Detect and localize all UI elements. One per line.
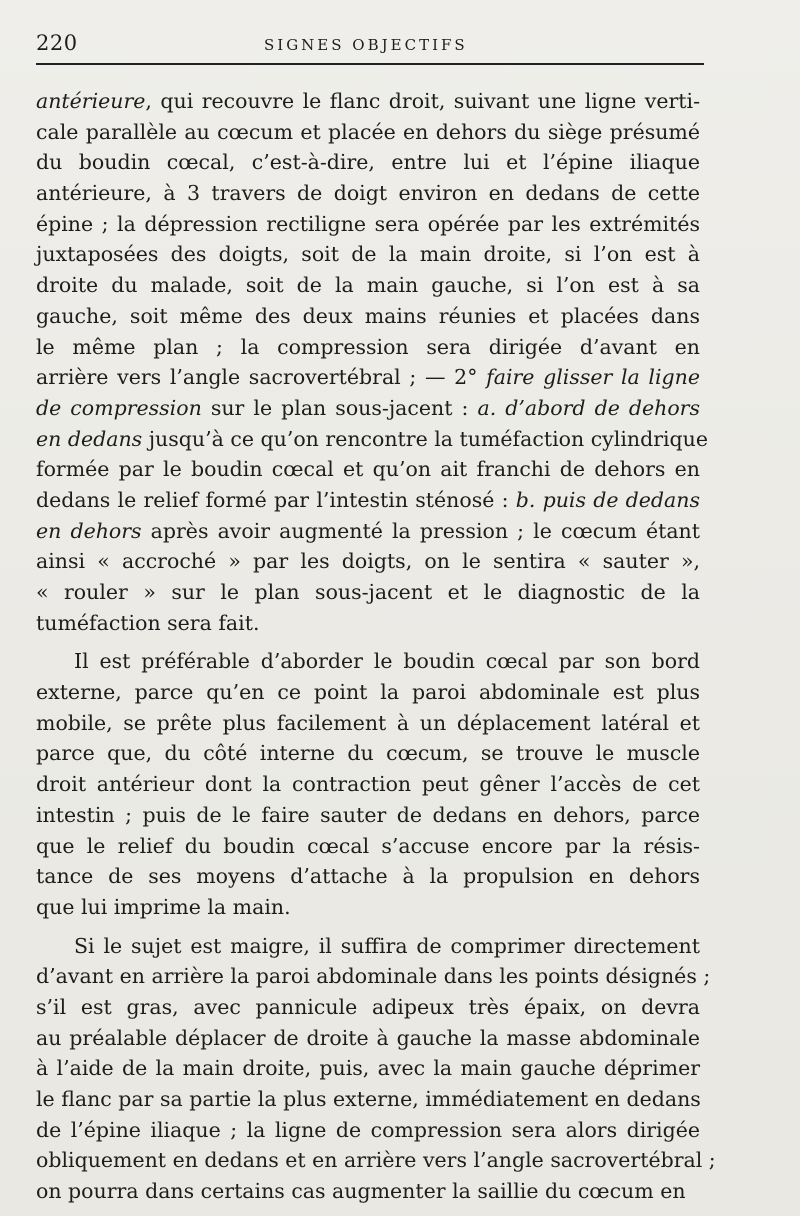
text-line <box>36 931 700 962</box>
text-line <box>36 1115 700 1146</box>
text-line <box>36 831 700 862</box>
text-segment: obliquement en dedans et en arrière vers l’angle sacrovertébral ; <box>36 1148 716 1173</box>
text-segment: cale parallèle au cœcum et placée en dehors du siège présumé <box>36 119 700 144</box>
text-line <box>36 800 700 831</box>
text-line <box>36 577 700 608</box>
text-line <box>36 86 700 117</box>
text-line <box>36 1053 700 1084</box>
paragraph <box>36 646 700 922</box>
page-number: 220 <box>36 31 78 55</box>
text-line <box>36 738 700 769</box>
text-segment: sur le plan sous-jacent : <box>201 395 478 420</box>
text-line <box>36 992 700 1023</box>
text-line <box>36 424 709 455</box>
text-line <box>36 646 700 677</box>
text-line <box>36 608 700 639</box>
text-segment: du boudin cœcal, c’est-à-dire, entre lui et l’épine iliaque <box>36 150 700 175</box>
text-segment: ainsi « accroché » par les doigts, on le sentira « sauter », <box>36 549 700 574</box>
text-segment: que lui imprime la main. <box>36 894 291 919</box>
text-line <box>36 892 700 923</box>
italic-segment: en dehors <box>36 518 142 543</box>
text-segment: épine ; la dépression rectiligne sera opérée par les extrémités <box>36 211 700 236</box>
text-line <box>36 961 711 992</box>
text-line <box>36 1084 700 1115</box>
italic-segment: faire glisser la ligne <box>486 365 701 390</box>
text-segment: Il est préférable d’aborder le boudin cœcal par son bord <box>74 649 700 674</box>
text-segment: , qui recouvre le flanc droit, suivant une ligne verti- <box>145 89 700 113</box>
page-header <box>36 30 704 64</box>
header-rule <box>36 63 704 65</box>
text-segment: jusqu’à ce qu’on rencontre la tuméfaction cylindrique <box>142 426 709 451</box>
text-line <box>36 178 700 209</box>
text-line <box>36 332 700 363</box>
text-segment: gauche, soit même des deux mains réunies et placées dans <box>36 303 700 328</box>
text-line <box>36 209 700 240</box>
text-segment: juxtaposées des doigts, soit de la main droite, si l’on est à <box>36 242 700 267</box>
text-segment: tuméfaction sera fait. <box>36 610 260 635</box>
text-segment: au préalable déplacer de droite à gauche la masse abdominale <box>36 1025 700 1050</box>
text-segment: à l’aide de la main droite, puis, avec la main gauche déprimer <box>36 1056 700 1081</box>
text-segment: le flanc par sa partie la plus externe, immédiatement en dedans <box>36 1087 701 1111</box>
text-segment: arrière vers l’angle sacrovertébral ; — 2° <box>36 365 487 390</box>
italic-segment: a. d’abord de dehors <box>477 395 701 420</box>
text-segment: dedans le relief formé par l’intestin sténosé : <box>36 487 516 512</box>
text-segment: tance de ses moyens d’attache à la propulsion en dehors <box>36 864 700 889</box>
text-segment: externe, parce qu’en ce point la paroi abdominale est plus <box>36 680 700 705</box>
text-segment: droite du malade, soit de la main gauche, si l’on est à sa <box>36 273 700 298</box>
text-line <box>36 485 700 516</box>
text-segment: droit antérieur dont la contraction peut gêner l’accès de cet <box>36 772 700 797</box>
text-line <box>36 1176 700 1207</box>
text-line <box>36 454 700 485</box>
text-line <box>36 239 700 270</box>
text-line <box>36 861 700 892</box>
body-text <box>36 86 716 1207</box>
text-segment: après avoir augmenté la pression ; le cœcum étant <box>141 518 700 543</box>
text-segment: que le relief du boudin cœcal s’accuse encore par la résis- <box>36 833 700 858</box>
text-line <box>36 516 700 547</box>
paragraph <box>36 931 716 1207</box>
text-segment: le même plan ; la compression sera dirigée d’avant en <box>36 334 700 359</box>
text-segment: antérieure, à 3 travers de doigt environ en dedans de cette <box>36 181 700 206</box>
italic-segment: en dedans <box>36 426 143 451</box>
text-line <box>36 546 700 577</box>
text-segment: s’il est gras, avec pannicule adipeux très épaix, on devra <box>36 994 700 1019</box>
text-line <box>36 147 700 178</box>
text-segment: mobile, se prête plus facilement à un déplacement latéral et <box>36 710 700 735</box>
paragraph <box>36 86 709 638</box>
text-line <box>36 769 700 800</box>
text-line <box>36 708 700 739</box>
text-line <box>36 117 700 148</box>
italic-segment: de compression <box>36 395 202 420</box>
text-segment: intestin ; puis de le faire sauter de dedans en dehors, parce <box>36 802 700 827</box>
text-segment: Si le sujet est maigre, il suffira de comprimer directement <box>74 933 700 958</box>
text-segment: d’avant en arrière la paroi abdominale dans les points désignés ; <box>36 964 711 989</box>
text-segment: parce que, du côté interne du cœcum, se trouve le muscle <box>36 741 700 766</box>
text-line <box>36 362 700 393</box>
running-title: SIGNES OBJECTIFS <box>264 36 468 54</box>
text-line <box>36 677 700 708</box>
text-line <box>36 1023 700 1054</box>
text-segment: formée par le boudin cœcal et qu’on ait franchi de dehors en <box>36 457 700 482</box>
text-segment: de l’épine iliaque ; la ligne de compression sera alors dirigée <box>36 1117 700 1142</box>
italic-segment: b. puis de dedans <box>515 487 701 512</box>
text-line <box>36 1145 716 1176</box>
text-segment: « rouler » sur le plan sous-jacent et le diagnostic de la <box>36 580 700 604</box>
text-segment: on pourra dans certains cas augmenter la saillie du cœcum en <box>36 1179 686 1204</box>
text-line <box>36 301 700 332</box>
italic-segment: antérieure <box>36 89 146 113</box>
text-line <box>36 270 700 301</box>
text-line <box>36 393 700 424</box>
